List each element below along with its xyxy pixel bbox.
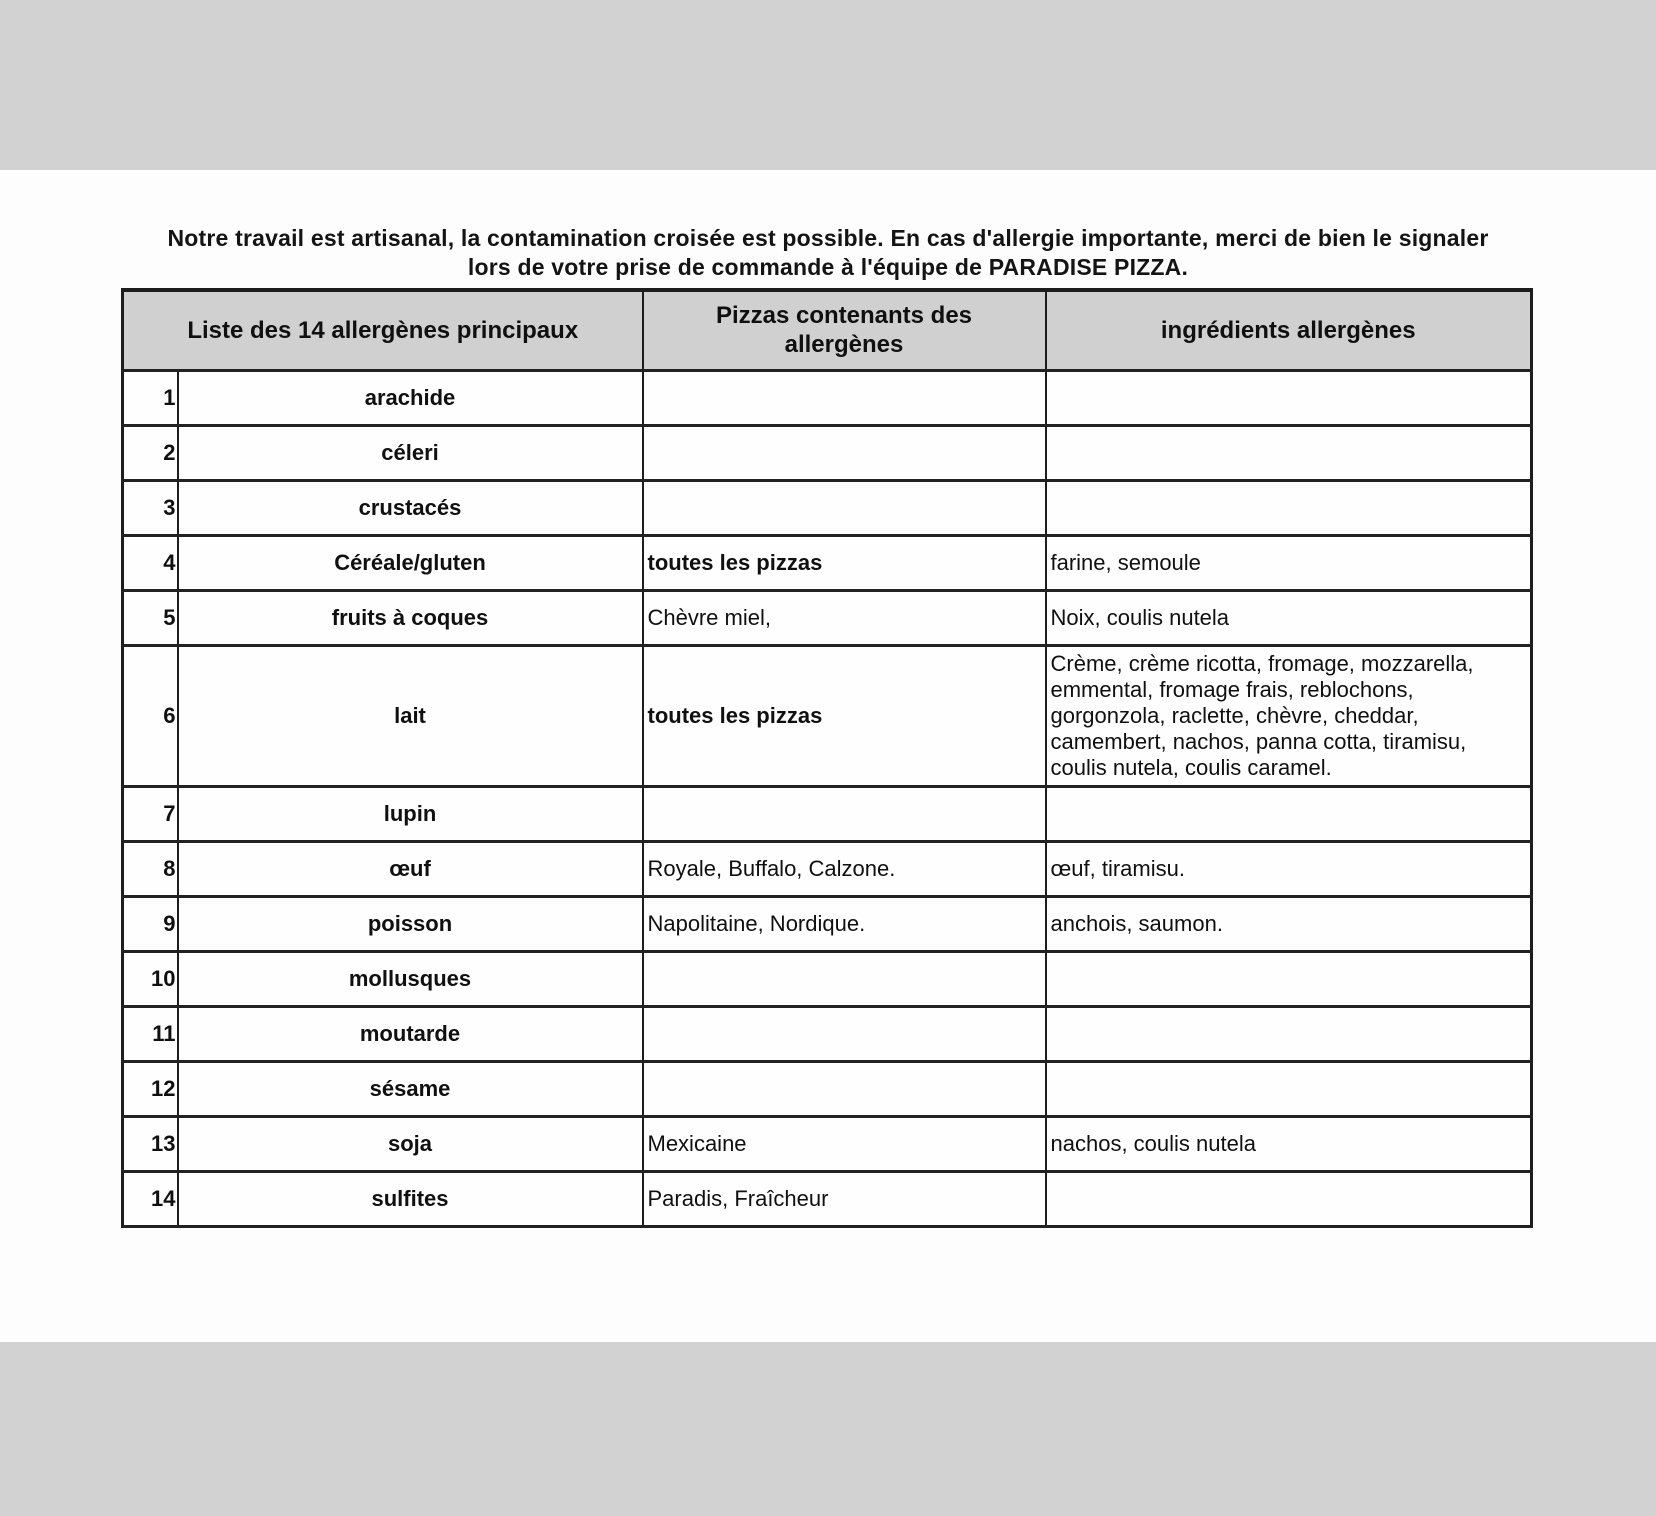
ingredients-cell — [1046, 1006, 1532, 1061]
table-row — [123, 590, 1532, 645]
pizzas-cell — [643, 425, 1046, 480]
ingredients-cell: Crème, crème ricotta, fromage, mozzarella, emmental, fromage frais, reblochons, gorgonzola, raclette, chèvre, cheddar, camembert, nachos, panna cotta, tiramisu, coulis nutela, coulis caramel. — [1046, 645, 1532, 786]
pizzas-cell: toutes les pizzas — [643, 535, 1046, 590]
allergen-name-cell: arachide — [178, 370, 643, 425]
table-header-row — [123, 290, 1532, 370]
bottom-gray-band — [0, 1342, 1656, 1516]
ingredients-cell: farine, semoule — [1046, 535, 1532, 590]
ingredients-cell — [1046, 1171, 1532, 1226]
ingredients-cell — [1046, 786, 1532, 841]
allergen-number-cell: 4 — [123, 535, 178, 590]
ingredients-cell — [1046, 370, 1532, 425]
allergen-number-cell: 10 — [123, 951, 178, 1006]
table-row — [123, 1061, 1532, 1116]
notice-line-2: lors de votre prise de commande à l'équipe de PARADISE PIZZA. — [467, 254, 1189, 280]
allergen-name-cell: céleri — [178, 425, 643, 480]
allergen-number-cell: 2 — [123, 425, 178, 480]
document-page — [0, 170, 1656, 1342]
allergen-name-cell: crustacés — [178, 480, 643, 535]
allergen-number-cell: 14 — [123, 1171, 178, 1226]
pizzas-cell: Napolitaine, Nordique. — [643, 896, 1046, 951]
table-row — [123, 841, 1532, 896]
allergen-number-cell: 5 — [123, 590, 178, 645]
ingredients-cell: anchois, saumon. — [1046, 896, 1532, 951]
table-row — [123, 896, 1532, 951]
pizzas-cell — [643, 480, 1046, 535]
allergen-name-cell: sésame — [178, 1061, 643, 1116]
pizzas-cell — [643, 951, 1046, 1006]
ingredients-cell — [1046, 425, 1532, 480]
table-row — [123, 786, 1532, 841]
pizzas-cell — [643, 786, 1046, 841]
allergen-name-cell: moutarde — [178, 1006, 643, 1061]
top-gray-band — [0, 0, 1656, 170]
allergen-name-cell: œuf — [178, 841, 643, 896]
table-row — [123, 1171, 1532, 1226]
pizzas-cell: Royale, Buffalo, Calzone. — [643, 841, 1046, 896]
pizzas-cell: toutes les pizzas — [643, 645, 1046, 786]
notice-line-1: Notre travail est artisanal, la contamination croisée est possible. En cas d'allergie importante, merci de bien le signaler — [167, 225, 1489, 251]
allergen-number-cell: 6 — [123, 645, 178, 786]
allergen-number-cell: 12 — [123, 1061, 178, 1116]
table-row — [123, 480, 1532, 535]
allergen-name-cell: lupin — [178, 786, 643, 841]
ingredients-cell: œuf, tiramisu. — [1046, 841, 1532, 896]
table-row — [123, 951, 1532, 1006]
allergen-name-cell: lait — [178, 645, 643, 786]
pizzas-cell — [643, 370, 1046, 425]
allergen-number-cell: 9 — [123, 896, 178, 951]
allergen-name-cell: mollusques — [178, 951, 643, 1006]
table-row — [123, 370, 1532, 425]
table-row — [123, 1116, 1532, 1171]
ingredients-cell: nachos, coulis nutela — [1046, 1116, 1532, 1171]
table-row — [123, 425, 1532, 480]
header-pizzas: Pizzas contenants des allergènes — [643, 290, 1046, 370]
allergen-number-cell: 1 — [123, 370, 178, 425]
allergen-name-cell: poisson — [178, 896, 643, 951]
allergen-number-cell: 7 — [123, 786, 178, 841]
allergen-table-body — [123, 370, 1532, 1226]
pizzas-cell — [643, 1061, 1046, 1116]
allergen-table — [121, 288, 1533, 1228]
allergen-name-cell: soja — [178, 1116, 643, 1171]
allergen-number-cell: 8 — [123, 841, 178, 896]
ingredients-cell — [1046, 951, 1532, 1006]
allergen-number-cell: 11 — [123, 1006, 178, 1061]
header-allergen-list: Liste des 14 allergènes principaux — [123, 290, 643, 370]
table-row — [123, 1006, 1532, 1061]
header-ingredients: ingrédients allergènes — [1046, 290, 1532, 370]
allergen-number-cell: 3 — [123, 480, 178, 535]
pizzas-cell — [643, 1006, 1046, 1061]
allergen-number-cell: 13 — [123, 1116, 178, 1171]
allergen-name-cell: sulfites — [178, 1171, 643, 1226]
ingredients-cell — [1046, 480, 1532, 535]
allergen-name-cell: Céréale/gluten — [178, 535, 643, 590]
allergen-name-cell: fruits à coques — [178, 590, 643, 645]
cross-contamination-notice — [0, 170, 1656, 282]
pizzas-cell: Mexicaine — [643, 1116, 1046, 1171]
ingredients-cell — [1046, 1061, 1532, 1116]
table-row — [123, 535, 1532, 590]
pizzas-cell: Paradis, Fraîcheur — [643, 1171, 1046, 1226]
pizzas-cell: Chèvre miel, — [643, 590, 1046, 645]
ingredients-cell: Noix, coulis nutela — [1046, 590, 1532, 645]
table-row — [123, 645, 1532, 786]
